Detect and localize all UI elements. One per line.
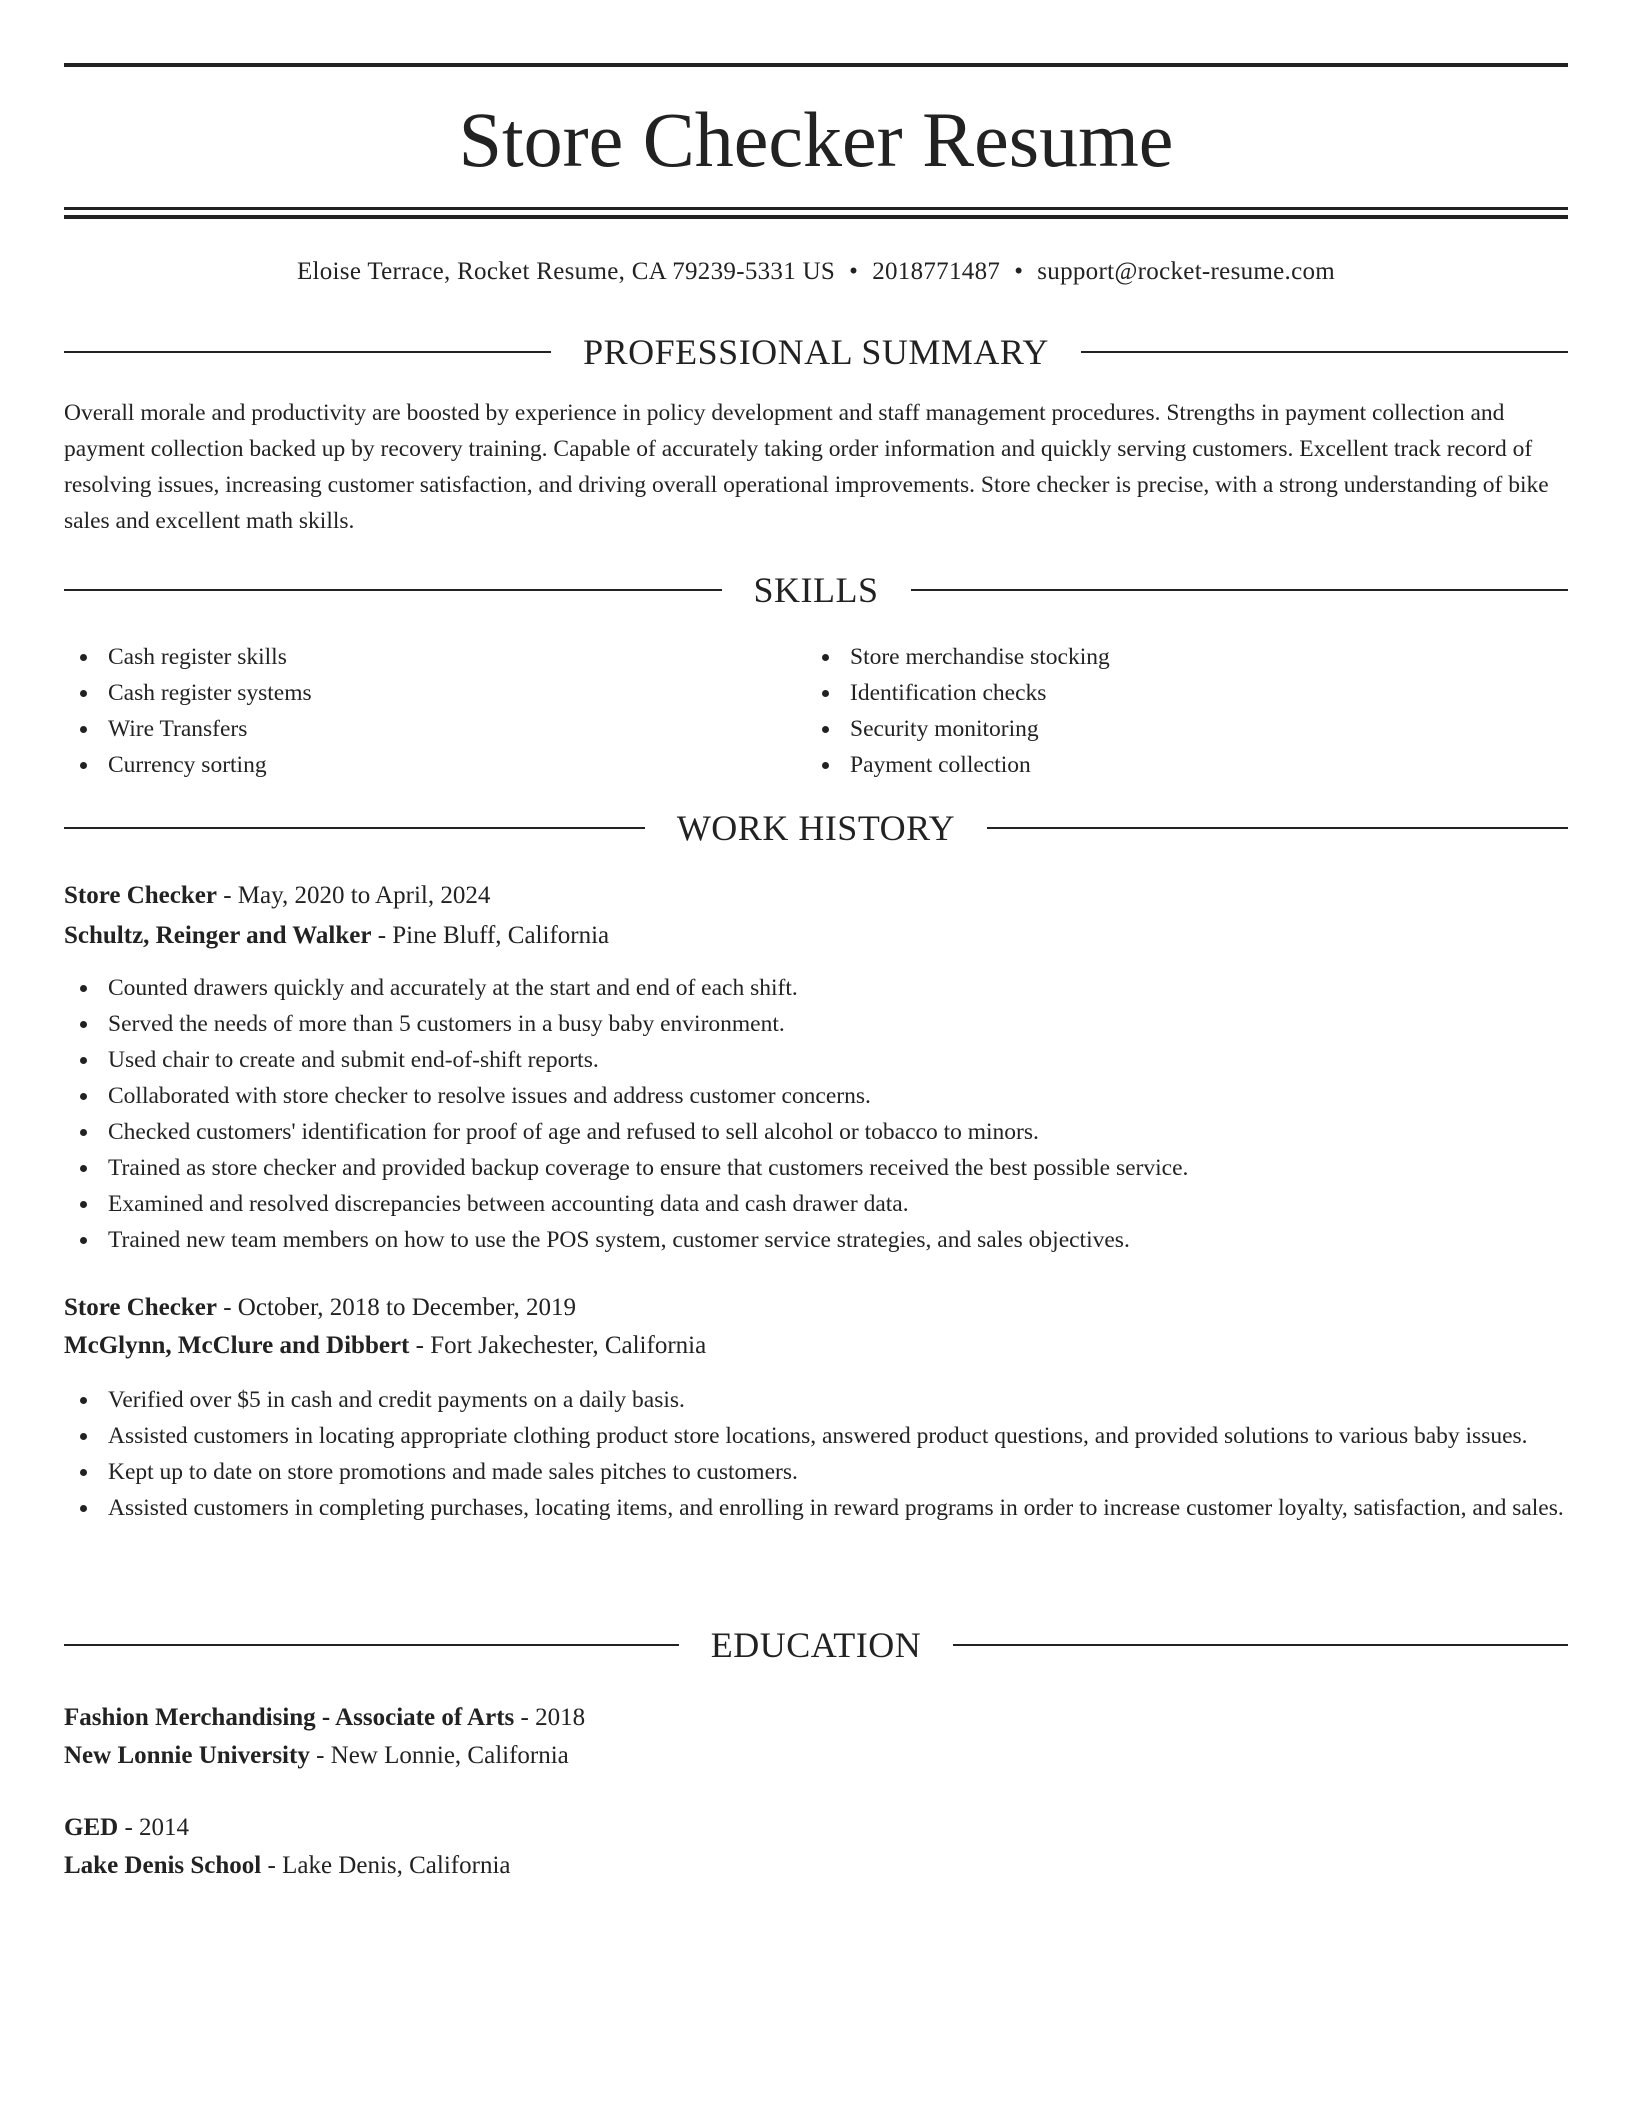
- section-rule: [1081, 351, 1568, 353]
- job-bullets: [64, 970, 1568, 1258]
- contact-address: Eloise Terrace, Rocket Resume, CA 79239-5331 US: [296, 258, 836, 285]
- job-title-line: [64, 877, 1568, 915]
- skill-item: Identification checks: [806, 675, 1506, 711]
- education-degree: GED: [64, 1814, 119, 1841]
- job-location: - Fort Jakechester, California: [409, 1332, 707, 1359]
- job-bullet: Trained new team members on how to use the POS system, customer service strategies, and sales objectives.: [64, 1222, 1568, 1258]
- job-bullet: Trained as store checker and provided backup coverage to ensure that customers received the best possible service.: [64, 1150, 1568, 1186]
- contact-email: support@rocket-resume.com: [1037, 258, 1336, 285]
- section-rule: [64, 827, 645, 829]
- page-title: Store Checker Resume: [458, 96, 1174, 183]
- title-rule-lower: [64, 215, 1568, 219]
- job-company: McGlynn, McClure and Dibbert: [64, 1332, 410, 1359]
- education-degree-line: [64, 1699, 1568, 1737]
- section-rule: [64, 589, 722, 591]
- job-bullet: Kept up to date on store promotions and made sales pitches to customers.: [64, 1454, 1568, 1490]
- education-location: - Lake Denis, California: [261, 1852, 511, 1879]
- job-bullet: Used chair to create and submit end-of-shift reports.: [64, 1042, 1568, 1078]
- job-bullet: Verified over $5 in cash and credit payments on a daily basis.: [64, 1382, 1568, 1418]
- education-year: - 2014: [118, 1814, 190, 1841]
- job-title-line: [64, 1289, 1568, 1327]
- section-title-education: EDUCATION: [710, 1625, 922, 1665]
- job-bullets: [64, 1382, 1568, 1526]
- section-header-education: [64, 1623, 1568, 1667]
- job-dates: - May, 2020 to April, 2024: [216, 882, 491, 909]
- skill-item: Store merchandise stocking: [806, 639, 1506, 675]
- job-company-line: [64, 917, 1568, 955]
- summary-text: Overall morale and productivity are boosted by experience in policy development and staff management procedures. Strengths in payment collection and payment collection backed up by recovery training. Capable of accurately taking order information and quickly serving customers. Excellent track record of resolving issues, increasing customer satisfaction, and driving overall operational improvements. Store checker is precise, with a strong understanding of bike sales and excellent math skills.: [64, 400, 1549, 534]
- section-rule: [953, 1644, 1568, 1646]
- section-rule: [911, 589, 1569, 591]
- section-rule: [64, 1644, 679, 1646]
- job-bullet: Examined and resolved discrepancies between accounting data and cash drawer data.: [64, 1186, 1568, 1222]
- job-bullet: Served the needs of more than 5 customers in a busy baby environment.: [64, 1006, 1568, 1042]
- education-degree: Fashion Merchandising - Associate of Arts: [64, 1704, 515, 1731]
- job-dates: - October, 2018 to December, 2019: [216, 1294, 576, 1321]
- job-title: Store Checker: [64, 882, 217, 909]
- top-rule: [64, 63, 1568, 67]
- skill-item: Security monitoring: [806, 711, 1506, 747]
- contact-line: [64, 254, 1568, 290]
- contact-phone: 2018771487: [872, 258, 1001, 285]
- section-rule: [987, 827, 1568, 829]
- title-rule-upper: [64, 207, 1568, 210]
- skill-item: Payment collection: [806, 747, 1506, 783]
- education-school: New Lonnie University: [64, 1742, 310, 1769]
- job-bullet: Collaborated with store checker to resolve issues and address customer concerns.: [64, 1078, 1568, 1114]
- job-company-line: [64, 1327, 1568, 1365]
- education-school: Lake Denis School: [64, 1852, 262, 1879]
- job-company: Schultz, Reinger and Walker: [64, 922, 372, 949]
- skill-item: Currency sorting: [64, 747, 764, 783]
- skills-column-left: [64, 639, 764, 783]
- section-header-skills: [64, 568, 1568, 612]
- job-title: Store Checker: [64, 1294, 217, 1321]
- skill-item: Wire Transfers: [64, 711, 764, 747]
- section-header-summary: [64, 330, 1568, 374]
- contact-separator: •: [1014, 258, 1024, 285]
- education-location: - New Lonnie, California: [309, 1742, 569, 1769]
- section-header-work: [64, 806, 1568, 850]
- section-title-work: WORK HISTORY: [676, 808, 956, 848]
- skills-column-right: [806, 639, 1506, 783]
- education-school-line: [64, 1847, 1568, 1885]
- skill-item: Cash register skills: [64, 639, 764, 675]
- section-title-summary: PROFESSIONAL SUMMARY: [583, 332, 1049, 372]
- section-title-skills: SKILLS: [753, 570, 879, 610]
- skill-item: Cash register systems: [64, 675, 764, 711]
- education-year: - 2018: [514, 1704, 586, 1731]
- job-bullet: Checked customers' identification for proof of age and refused to sell alcohol or tobacco to minors.: [64, 1114, 1568, 1150]
- education-school-line: [64, 1737, 1568, 1775]
- job-bullet: Assisted customers in locating appropriate clothing product store locations, answered product questions, and provided solutions to various baby issues.: [64, 1418, 1568, 1454]
- job-bullet: Counted drawers quickly and accurately at the start and end of each shift.: [64, 970, 1568, 1006]
- job-bullet: Assisted customers in completing purchases, locating items, and enrolling in reward programs in order to increase customer loyalty, satisfaction, and sales.: [64, 1490, 1568, 1526]
- section-rule: [64, 351, 551, 353]
- job-location: - Pine Bluff, California: [371, 922, 610, 949]
- contact-separator: •: [849, 258, 859, 285]
- education-degree-line: [64, 1809, 1568, 1847]
